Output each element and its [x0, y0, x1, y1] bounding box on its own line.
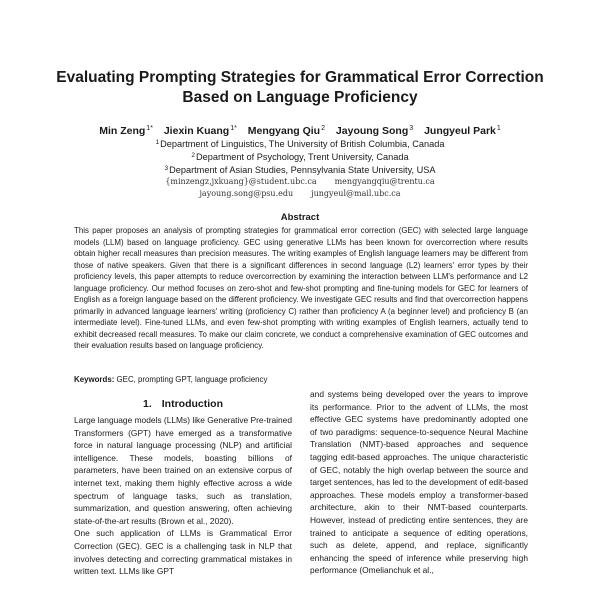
email-address: jungyeul@mail.ubc.ca [311, 189, 401, 198]
affiliation-text: Department of Asian Studies, Pennsylvania State University, USA [169, 165, 436, 175]
author-mark: 1* [146, 125, 153, 132]
title-line-1: Evaluating Prompting Strategies for Grammatical Error Correction [56, 69, 544, 86]
affiliation-text: Department of Psychology, Trent University, Canada [196, 152, 409, 162]
author-mark: 3 [409, 125, 414, 132]
author-name: Jungyeul Park [424, 125, 496, 137]
left-column [74, 414, 292, 578]
author-list [20, 122, 580, 138]
affiliation [20, 163, 580, 176]
author-name: Min Zeng [99, 125, 146, 137]
section-heading [74, 398, 292, 410]
email-address: mengyangqiu@trentu.ca [334, 177, 435, 186]
paper-title [20, 68, 580, 108]
abstract-text: This paper proposes an analysis of prompting strategies for grammatical error correction (GEC) with selected large language models (LLM) based on language proficiency. GEC using generative LLMs has been known for overcorrection where results obtain higher recall measures than precision measures. The writing examples of English language learners may be different from those of native speakers. Given that there is a significant differences in second language (L2) learners' error types by their proficiency levels, this paper attempts to reduce overcorrection by examining the interaction between LLM's performance and L2 language proficiency. Our method focuses on zero-shot and few-shot prompting and fine-tuning models for GEC for learners of English as a foreign language based on the different proficiency. We investigate GEC results and find that overcorrection happens primarily in advanced language learners' writing (proficiency C) rather than proficiency A (a beginner level) and proficiency B (an intermediate level). Fine-tuned LLMs, and even few-shot prompting with writing examples of English learners, actually tend to exhibit decreased recall measures. To make our claim concrete, we conduct a comprehensive examination of GEC outcomes and their evaluation results based on language proficiency. [74, 226, 528, 350]
section-number: 1. [142, 398, 152, 410]
body-paragraph: One such application of LLMs is Grammatical Error Correction (GEC). GEC is a challenging task in NLP that involves detecting and correcting grammatical mistakes in written text. LLMs like GPT [74, 528, 292, 577]
email-address: jayoung.song@psu.edu [199, 189, 294, 198]
author-name: Mengyang Qiu [247, 125, 321, 137]
abstract-heading: Abstract [280, 212, 320, 223]
author-name: Jiexin Kuang [163, 125, 230, 137]
author-name: Jayoung Song [335, 125, 409, 137]
author-mark: 1* [230, 125, 237, 132]
email-line-1 [20, 176, 580, 187]
title-line-2: Based on Language Proficiency [182, 89, 418, 106]
email-line-2 [20, 188, 580, 199]
affiliation-text: Department of Linguistics, The University of British Columbia, Canada [160, 139, 445, 149]
keywords [74, 374, 528, 385]
author-mark: 1 [496, 125, 501, 132]
section-title: Introduction [161, 398, 223, 410]
affiliation [20, 150, 580, 163]
email-address: {minzengz,jxkuang}@student.ubc.ca [165, 177, 317, 186]
right-column [310, 388, 528, 577]
body-paragraph: and systems being developed over the years to improve its performance. Prior to the advent of LLMs, the most effective GEC systems have predominantly adopted one of two paradigms: sequence-to-sequence Neural Machine Translation (NMT)-based approaches and sequence tagging edit-based approaches. The unique characteristic of GEC, notably the high overlap between the source and target sentences, has led to the development of edit-based approaches. These models employ a transformer-based architecture, akin to their NMT-based counterparts. However, instead of predicting entire sentences, they are trained to anticipate a sequence of editing operations, such as delete, append, and replace, significantly enhancing the speed of inference while preserving high performance (Omelianchuk et al., [310, 389, 528, 576]
keywords-label: Keywords: [74, 375, 115, 384]
affiliation [20, 137, 580, 150]
keywords-text: GEC, prompting GPT, language proficiency [116, 375, 268, 384]
author-mark: 2 [321, 125, 325, 132]
affiliation-mark: 2 [191, 152, 195, 159]
affiliation-mark: 1 [155, 139, 160, 146]
body-paragraph: Large language models (LLMs) like Generative Pre-trained Transformers (GPT) have emerged as a transformative force in natural language processing (NLP) and artificial intelligence. These models, boasting billions of parameters, have been trained on an extensive corpus of internet text, making them highly effective across a wide spectrum of language tasks, such as translation, summarization, and question answering, often achieving state-of-the-art results (Brown et al., 2020). [74, 415, 292, 526]
affiliation-mark: 3 [164, 165, 169, 172]
